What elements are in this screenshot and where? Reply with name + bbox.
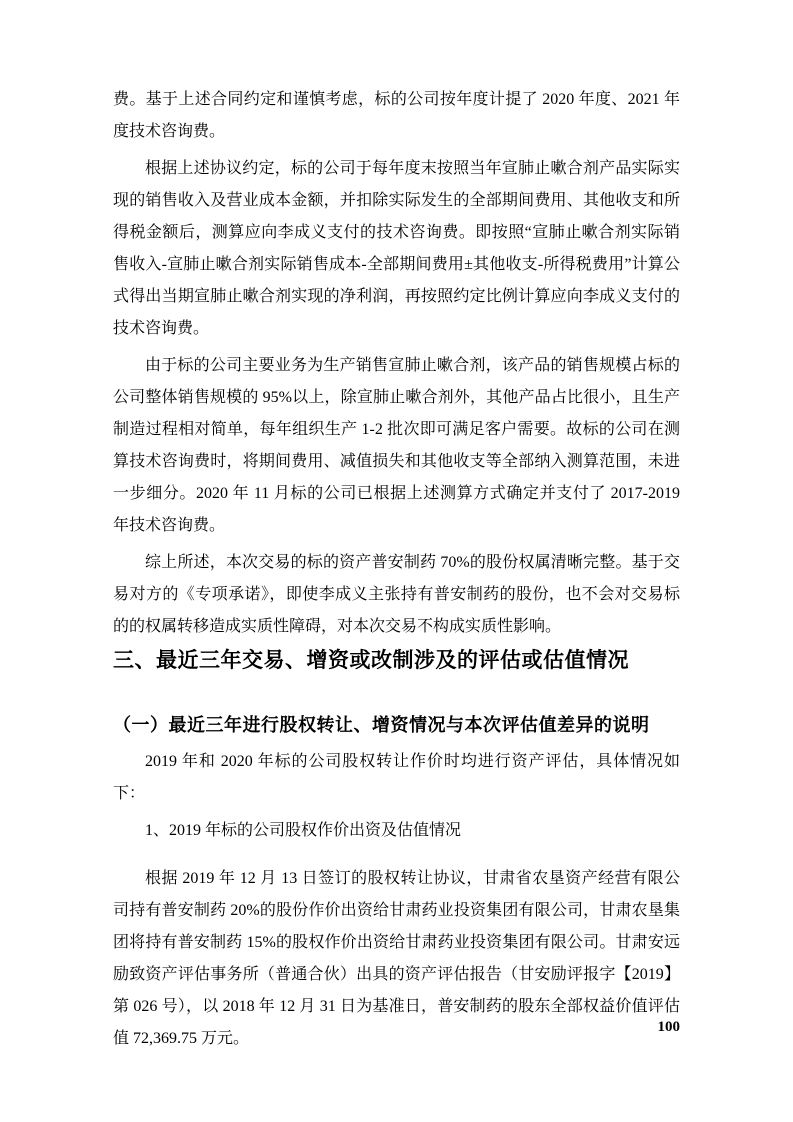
paragraph-agreement-calculation-method: 根据上述协议约定，标的公司于每年度末按照当年宣肺止嗽合剂产品实际实现的销售收入及营业成本金额，并扣除实际发生的全部期间费用、其他收支和所得税金额后，测算应向李成义支付的技术咨询费。即按照“宣肺止嗽合剂实际销售收入-宣肺止嗽合剂实际销售成本-全部期间费用±其他收支-所得税费用”计算公式得出当期宣肺止嗽合剂实现的净利润，再按照约定比例计算应向李成义支付的技术咨询费。 (113, 160, 680, 337)
subsection-heading-equity-transfer-explanation: （一）最近三年进行股权转让、增资情况与本次评估值差异的说明 (113, 715, 650, 735)
paragraph-ownership-conclusion: 综上所述，本次交易的标的资产普安制药 70%的股份权属清晰完整。基于交易对方的《专项承诺》，即使李成义主张持有普安制药的股份，也不会对交易标的的权属转移造成实质性障碍，对本次交易不构成实质性影响。 (113, 554, 680, 635)
page-number: 100 (657, 1019, 680, 1035)
document-content (113, 84, 680, 1060)
paragraph-2019-transfer-details: 根据 2019 年 12 月 13 日签订的股权转让协议，甘肃省农垦资产经营有限公司持有普安制药 20%的股份作价出资给甘肃药业投资集团有限公司，甘肃农垦集团将持有普安制药 15%的股权作价出资给甘肃药业投资集团有限公司。甘肃安远励致资产评估事务所（普通合伙）出具的资产评估报告（甘安励评报字【2019】第 026 号），以 2018 年 12 月 31 日为基准日，普安制药的股东全部权益价值评估值 72,369.75 万元。 (113, 870, 680, 1047)
list-item-2019-equity-contribution: 1、2019 年标的公司股权作价出资及估值情况 (145, 822, 462, 839)
paragraph-valuation-overview: 2019 年和 2020 年标的公司股权转让作价时均进行资产评估，具体情况如下： (113, 753, 680, 802)
paragraph-main-business-scope: 由于标的公司主要业务为生产销售宣肺止嗽合剂，该产品的销售规模占标的公司整体销售规模的 95%以上，除宣肺止嗽合剂外，其他产品占比很小，且生产制造过程相对简单，每年组织生产 1-2 批次即可满足客户需要。故标的公司在测算技术咨询费时，将期间费用、减值损失和其他收支等全部纳入测算范围，未进一步细分。2020 年 11 月标的公司已根据上述测算方式确定并支付了 2017-2019 年技术咨询费。 (113, 357, 680, 534)
paragraph-technical-fee-accrual: 费。基于上述合同约定和谨慎考虑，标的公司按年度计提了 2020 年度、2021 年度技术咨询费。 (113, 91, 680, 140)
section-heading-recent-three-year-valuation: 三、最近三年交易、增资或改制涉及的评估或估值情况 (113, 649, 629, 672)
